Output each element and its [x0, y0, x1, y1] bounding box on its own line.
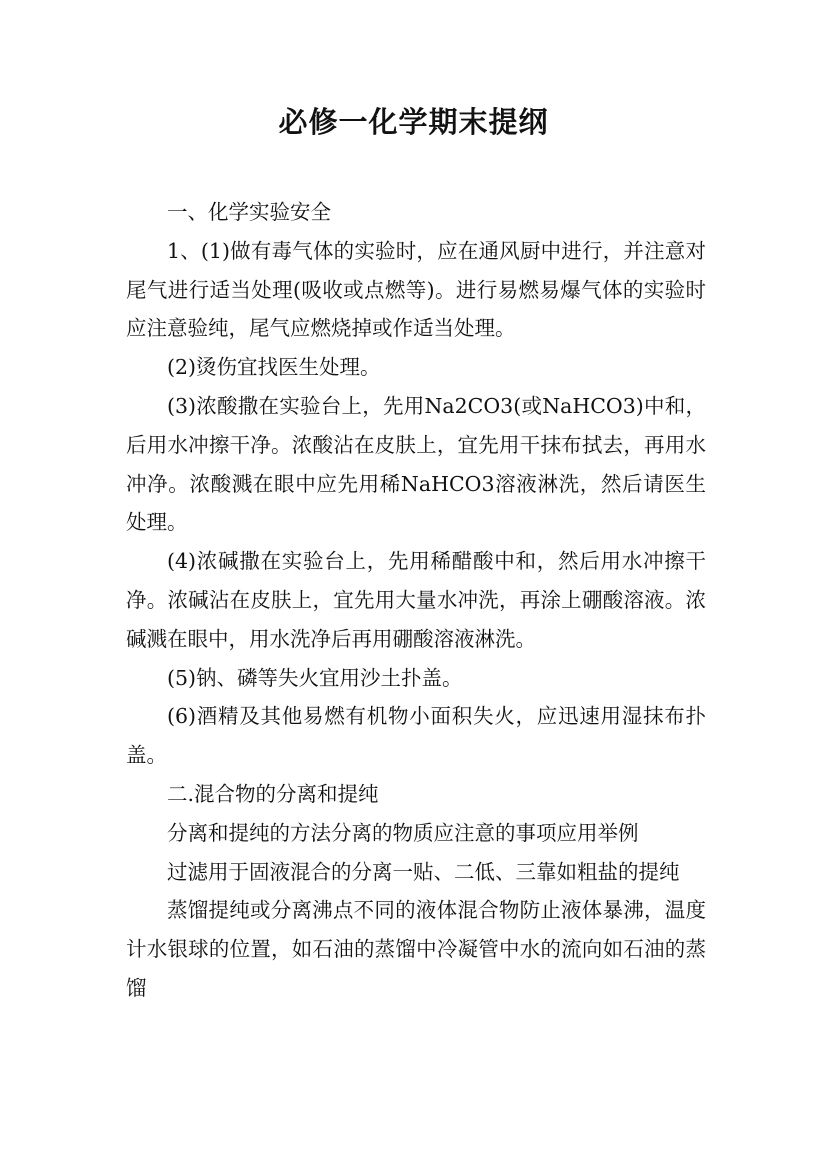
paragraph-burns: (2)烫伤宜找医生处理。	[167, 355, 381, 380]
paragraph-sodium-fire: (5)钠、磷等失火宜用沙土扑盖。	[167, 665, 463, 690]
section-heading-lab-safety: 一、化学实验安全	[167, 200, 331, 224]
paragraph-alkali-spill: (4)浓碱撒在实验台上，先用稀醋酸中和，然后用水冲擦干净。浓碱沾在皮肤上，宜先用大量水冲洗，再涂上硼酸溶液。浓碱溅在眼中，用水洗净后再用硼酸溶液淋洗。	[126, 549, 706, 651]
paragraph-acid-spill: (3)浓酸撒在实验台上，先用Na2CO3(或NaHCO3)中和，后用水冲擦干净。浓酸沾在皮肤上，宜先用干抹布拭去，再用水冲净。浓酸溅在眼中应先用稀NaHCO3溶液淋洗，然后请医生处理。	[126, 393, 706, 535]
paragraph-toxic-gas: 1、(1)做有毒气体的实验时，应在通风厨中进行，并注意对尾气进行适当处理(吸收或点燃等)。进行易燃易爆气体的实验时应注意验纯，尾气应燃烧掉或作适当处理。	[126, 238, 706, 341]
document-title: 必修一化学期末提纲	[278, 105, 549, 139]
section-heading-separation: 二.混合物的分离和提纯	[167, 781, 379, 806]
paragraph-table-header: 分离和提纯的方法分离的物质应注意的事项应用举例	[167, 820, 639, 845]
document-body	[126, 193, 706, 1008]
paragraph-alcohol-fire: (6)酒精及其他易燃有机物小面积失火，应迅速用湿抹布扑盖。	[126, 704, 706, 768]
paragraph-filtration: 过滤用于固液混合的分离一贴、二低、三靠如粗盐的提纯	[167, 859, 680, 884]
paragraph-distillation: 蒸馏提纯或分离沸点不同的液体混合物防止液体暴沸，温度计水银球的位置，如石油的蒸馏中冷凝管中水的流向如石油的蒸馏	[126, 898, 706, 1000]
